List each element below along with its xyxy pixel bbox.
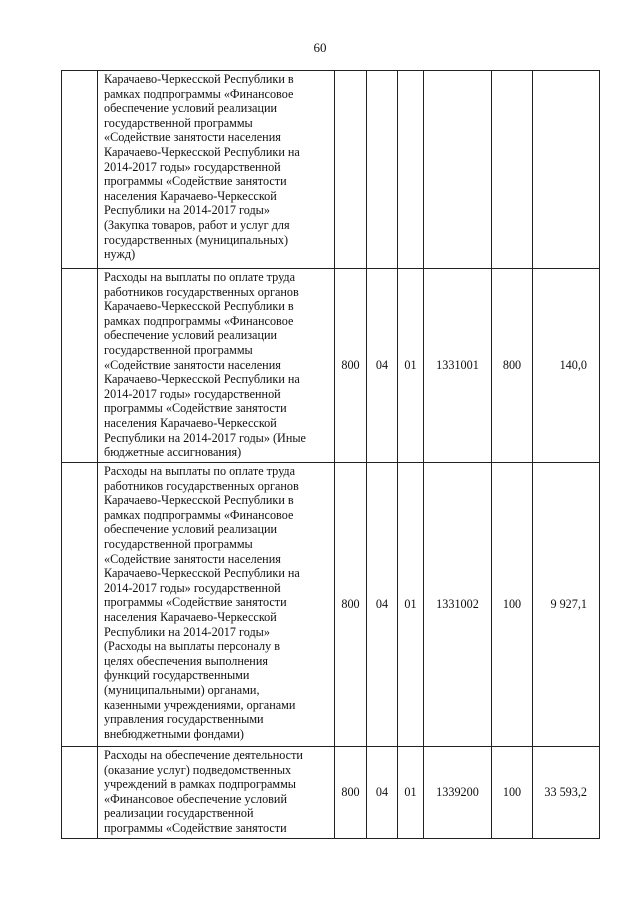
description-line: Карачаево-Черкесской Республики на (104, 372, 300, 387)
description-line: целях обеспечения выполнения (104, 653, 268, 668)
description-cell (98, 463, 335, 747)
description-line: учреждений в рамках подпрограммы (104, 777, 296, 792)
description-line: населения Карачаево-Черкесской (104, 188, 277, 203)
description-line: рамках подпрограммы «Финансовое (104, 507, 294, 522)
description-line: программы «Содействие занятости (104, 174, 287, 189)
amount-cell: 140,0 (533, 269, 600, 463)
description-line: управления государственными (104, 712, 264, 727)
description-line: 2014-2017 годы» государственной (104, 580, 281, 595)
description-line: Расходы на выплаты по оплате труда (104, 464, 296, 478)
description-line: бюджетные ассигнования) (104, 445, 242, 460)
table-row (62, 269, 600, 463)
expense-type-cell: 100 (492, 463, 533, 747)
target-article-cell: 1331001 (424, 269, 492, 463)
row-number-cell (62, 269, 98, 463)
description-line: обеспечение условий реализации (104, 328, 278, 343)
expense-type-cell (492, 71, 533, 269)
page-number: 60 (313, 40, 327, 55)
description-line: программы «Содействие занятости (104, 820, 287, 835)
target-article-cell: 1331002 (424, 463, 492, 747)
description-line: нужд) (104, 247, 136, 262)
description-line: программы «Содействие занятости (104, 595, 287, 610)
description-line: населения Карачаево-Черкесской (104, 415, 277, 430)
description-line: работников государственных органов (104, 284, 299, 299)
ministry-code-cell: 800 (335, 269, 367, 463)
section-code-cell: 04 (367, 747, 398, 839)
section-code-cell (367, 71, 398, 269)
amount-cell: 9 927,1 (533, 463, 600, 747)
description-line: 2014-2017 годы» государственной (104, 386, 281, 401)
expense-type-cell: 100 (492, 747, 533, 839)
table-row (62, 71, 600, 269)
table-row (62, 747, 600, 839)
description-line: государственной программы (104, 342, 253, 357)
row-number-cell (62, 71, 98, 269)
description-line: обеспечение условий реализации (104, 101, 278, 116)
description-line: рамках подпрограммы «Финансовое (104, 86, 294, 101)
description-line: работников государственных органов (104, 478, 299, 493)
description-line: обеспечение условий реализации (104, 522, 278, 537)
description-line: Карачаево-Черкесской Республики на (104, 566, 300, 581)
description-line: Расходы на выплаты по оплате труда (104, 270, 296, 284)
description-line: государственной программы (104, 536, 253, 551)
ministry-code-cell: 800 (335, 463, 367, 747)
description-line: 2014-2017 годы» государственной (104, 159, 281, 174)
amount-cell (533, 71, 600, 269)
description-line: «Содействие занятости населения (104, 551, 281, 566)
description-line: (Закупка товаров, работ и услуг для (104, 217, 290, 232)
ministry-code-cell: 800 (335, 747, 367, 839)
description-line: государственных (муниципальных) (104, 232, 289, 247)
description-line: казенными учреждениями, органами (104, 697, 296, 712)
subsection-code-cell: 01 (398, 463, 424, 747)
description-line: Карачаево-Черкесской Республики в (104, 72, 294, 86)
amount-cell: 33 593,2 (533, 747, 600, 839)
budget-table (61, 70, 600, 839)
description-line: внебюджетными фондами) (104, 726, 244, 741)
description-line: государственной программы (104, 115, 253, 130)
description-line: программы «Содействие занятости (104, 401, 287, 416)
subsection-code-cell: 01 (398, 269, 424, 463)
description-line: Республики на 2014-2017 годы» (Иные (104, 430, 306, 445)
row-number-cell (62, 463, 98, 747)
ministry-code-cell (335, 71, 367, 269)
description-line: Карачаево-Черкесской Республики на (104, 144, 300, 159)
subsection-code-cell: 01 (398, 747, 424, 839)
description-line: Республики на 2014-2017 годы» (104, 624, 270, 639)
description-line: Карачаево-Черкесской Республики в (104, 493, 294, 508)
table-row (62, 463, 600, 747)
subsection-code-cell (398, 71, 424, 269)
description-cell (98, 269, 335, 463)
description-line: реализации государственной (104, 806, 254, 821)
row-number-cell (62, 747, 98, 839)
section-code-cell: 04 (367, 463, 398, 747)
description-cell (98, 747, 335, 839)
expense-type-cell: 800 (492, 269, 533, 463)
target-article-cell (424, 71, 492, 269)
description-line: «Содействие занятости населения (104, 357, 281, 372)
description-line: населения Карачаево-Черкесской (104, 609, 277, 624)
description-line: (муниципальными) органами, (104, 682, 260, 697)
description-line: рамках подпрограммы «Финансовое (104, 313, 294, 328)
section-code-cell: 04 (367, 269, 398, 463)
description-line: Расходы на обеспечение деятельности (104, 748, 303, 762)
description-line: «Содействие занятости населения (104, 130, 281, 145)
description-line: Карачаево-Черкесской Республики в (104, 299, 294, 314)
description-cell (98, 71, 335, 269)
description-line: «Финансовое обеспечение условий (104, 791, 287, 806)
description-line: Республики на 2014-2017 годы» (104, 203, 270, 218)
description-line: (Расходы на выплаты персоналу в (104, 639, 281, 654)
description-line: функций государственными (104, 668, 250, 683)
description-line: (оказание услуг) подведомственных (104, 762, 292, 777)
target-article-cell: 1339200 (424, 747, 492, 839)
